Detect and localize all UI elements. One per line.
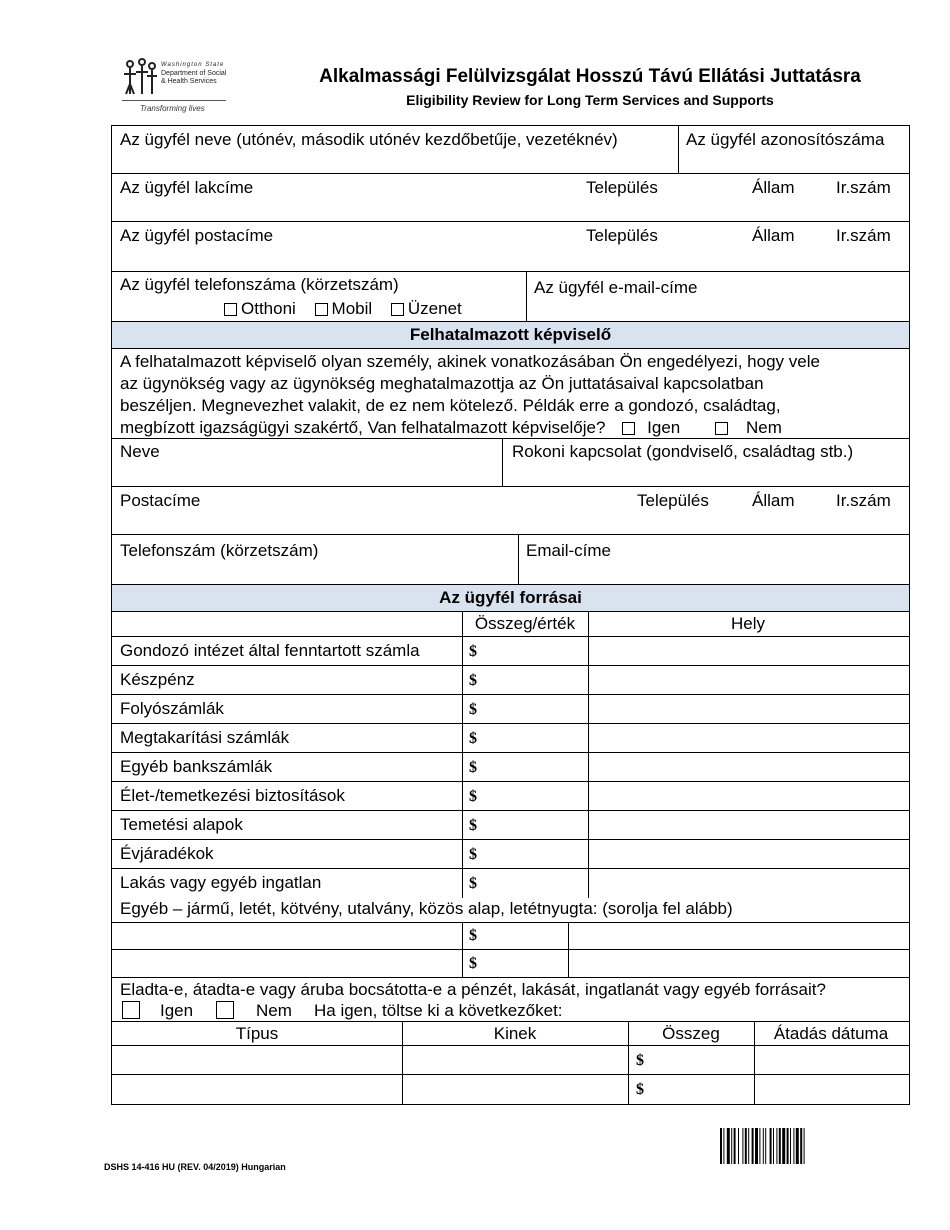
dshs-logo — [118, 58, 230, 118]
other-entry-row[interactable] — [112, 923, 909, 950]
client-mailing-city[interactable]: Település — [586, 226, 658, 245]
rep-description-row — [112, 349, 909, 439]
resource-row[interactable] — [112, 666, 909, 695]
phone-home-label: Otthoni — [241, 299, 296, 318]
client-mailing-state[interactable]: Állam — [752, 226, 795, 245]
phone-home-checkbox[interactable] — [224, 303, 237, 316]
client-address-state[interactable]: Állam — [752, 178, 795, 197]
client-address-row — [112, 174, 909, 222]
phone-message-checkbox[interactable] — [391, 303, 404, 316]
resources-header-row — [112, 612, 909, 637]
rep-mailing-field[interactable]: Postacíme — [120, 491, 201, 510]
rep-phone-row — [112, 535, 909, 585]
rep-relation-field[interactable]: Rokoni kapcsolat (gondviselő, családtag stb.) — [512, 442, 854, 461]
page-title: Alkalmassági Felülvizsgálat Hosszú Távú Ellátási Juttatásra — [319, 66, 861, 87]
transfer-no-checkbox[interactable] — [216, 1001, 234, 1019]
rep-email-field[interactable]: Email-címe — [526, 541, 612, 560]
resource-row[interactable] — [112, 782, 909, 811]
resource-label: Folyószámlák — [120, 699, 224, 718]
client-mailing-zip[interactable]: Ir.szám — [836, 226, 891, 245]
client-name-row — [112, 126, 909, 174]
resource-label: Egyéb bankszámlák — [120, 757, 273, 776]
transfer-yes-checkbox[interactable] — [122, 1001, 140, 1019]
client-mailing-field[interactable]: Az ügyfél postacíme — [120, 226, 274, 245]
rep-mailing-row — [112, 487, 909, 535]
currency-symbol: $ — [469, 846, 477, 863]
client-address-field[interactable]: Az ügyfél lakcíme — [120, 178, 254, 197]
rep-no-checkbox[interactable] — [715, 422, 728, 435]
logo-tagline: Transforming lives — [140, 104, 205, 113]
phone-mobile-label: Mobil — [331, 299, 373, 318]
client-phone-field[interactable]: Az ügyfél telefonszáma (körzetszám) — [120, 275, 399, 294]
resource-label: Gondozó intézet által fenntartott számla — [120, 641, 420, 660]
transfer-no-label: Nem — [256, 1001, 292, 1020]
resource-label: Élet-/temetkezési biztosítások — [120, 786, 345, 805]
client-address-zip[interactable]: Ir.szám — [836, 178, 891, 197]
rep-no-label: Nem — [745, 418, 782, 437]
phone-mobile-checkbox[interactable] — [315, 303, 328, 316]
client-phone-row — [112, 272, 909, 322]
transfer-row[interactable] — [112, 1075, 909, 1104]
resource-label: Lakás vagy egyéb ingatlan — [120, 873, 322, 892]
currency-symbol: $ — [469, 788, 477, 805]
other-entry-row[interactable] — [112, 950, 909, 978]
resources-other-label: Egyéb – jármű, letét, kötvény, utalvány, közös alap, letétnyugta: (sorolja fel alább) — [120, 899, 733, 918]
rep-name-row — [112, 439, 909, 487]
to-whom-column-header: Kinek — [493, 1024, 537, 1043]
currency-symbol: $ — [469, 875, 477, 892]
resource-label: Megtakarítási számlák — [120, 728, 290, 747]
location-column-header: Hely — [730, 614, 765, 633]
resource-row[interactable] — [112, 695, 909, 724]
currency-symbol: $ — [469, 672, 477, 689]
type-column-header: Típus — [235, 1024, 279, 1043]
resource-row[interactable] — [112, 869, 909, 898]
transfer-question-row — [112, 978, 909, 1022]
resource-row[interactable] — [112, 811, 909, 840]
resource-label: Temetési alapok — [120, 815, 243, 834]
resource-row[interactable] — [112, 753, 909, 782]
form-number: DSHS 14-416 HU (REV. 04/2019) Hungarian — [104, 1162, 286, 1172]
rep-mailing-zip[interactable]: Ir.szám — [836, 491, 891, 510]
resources-other-row — [112, 898, 909, 923]
transfer-header-row — [112, 1022, 909, 1046]
page-subtitle: Eligibility Review for Long Term Services and Supports — [406, 92, 774, 108]
currency-symbol: $ — [636, 1081, 644, 1098]
client-name-field[interactable]: Az ügyfél neve (utónév, második utónév kezdőbetűje, vezetéknév) — [120, 130, 618, 149]
resource-row[interactable] — [112, 637, 909, 666]
rep-mailing-state[interactable]: Állam — [752, 491, 795, 510]
currency-symbol: $ — [469, 730, 477, 747]
phone-message-label: Üzenet — [407, 299, 462, 318]
dshs-emblem-icon — [120, 58, 160, 98]
currency-symbol: $ — [469, 927, 477, 944]
rep-section-title: Felhatalmazott képviselő — [112, 322, 909, 349]
client-email-field[interactable]: Az ügyfél e-mail-címe — [534, 278, 698, 297]
client-address-city[interactable]: Település — [586, 178, 658, 197]
currency-symbol: $ — [469, 817, 477, 834]
client-mailing-row — [112, 222, 909, 272]
transfer-date-column-header: Átadás dátuma — [773, 1024, 889, 1043]
currency-symbol: $ — [469, 759, 477, 776]
transfer-amount-column-header: Összeg — [662, 1024, 720, 1043]
currency-symbol: $ — [636, 1052, 644, 1069]
rep-name-field[interactable]: Neve — [120, 442, 160, 461]
currency-symbol: $ — [469, 955, 477, 972]
currency-symbol: $ — [469, 701, 477, 718]
transfer-instruction: Ha igen, töltse ki a következőket: — [314, 1001, 563, 1020]
rep-mailing-city[interactable]: Település — [637, 491, 709, 510]
amount-column-header: Összeg/érték — [474, 614, 576, 633]
resource-row[interactable] — [112, 840, 909, 869]
rep-phone-field[interactable]: Telefonszám (körzetszám) — [120, 541, 319, 560]
currency-symbol: $ — [469, 643, 477, 660]
transfer-question: Eladta-e, átadta-e vagy áruba bocsátotta-e a pénzét, lakását, ingatlanát vagy egyéb forrásait? — [120, 980, 826, 999]
resource-row[interactable] — [112, 724, 909, 753]
rep-yes-checkbox[interactable] — [622, 422, 635, 435]
resource-label: Készpénz — [120, 670, 195, 689]
barcode — [720, 1128, 886, 1164]
transfer-yes-label: Igen — [160, 1001, 194, 1020]
rep-description: A felhatalmazott képviselő olyan személy, akinek vonatkozásában Ön engedélyezi, hogy vele az ügynökség vagy az ügynökség meghatalmazottja az Ön juttatásaival kapcsolatban beszéljen. Megnevezhet valakit, de ez nem kötelező. Példák erre a gondozó, családtag, megbízott igazságügyi szakértő, Van felhatalmazott képviselője? Igen Nem — [120, 352, 820, 437]
logo-state: Washington State — [161, 62, 225, 68]
resources-section-title: Az ügyfél forrásai — [112, 585, 909, 612]
resource-label: Évjáradékok — [120, 844, 214, 863]
client-id-field[interactable]: Az ügyfél azonosítószáma — [686, 130, 885, 149]
rep-yes-label: Igen — [647, 418, 681, 437]
eligibility-form — [111, 125, 910, 1105]
transfer-row[interactable] — [112, 1046, 909, 1075]
logo-department: Department of Social & Health Services — [161, 70, 227, 85]
